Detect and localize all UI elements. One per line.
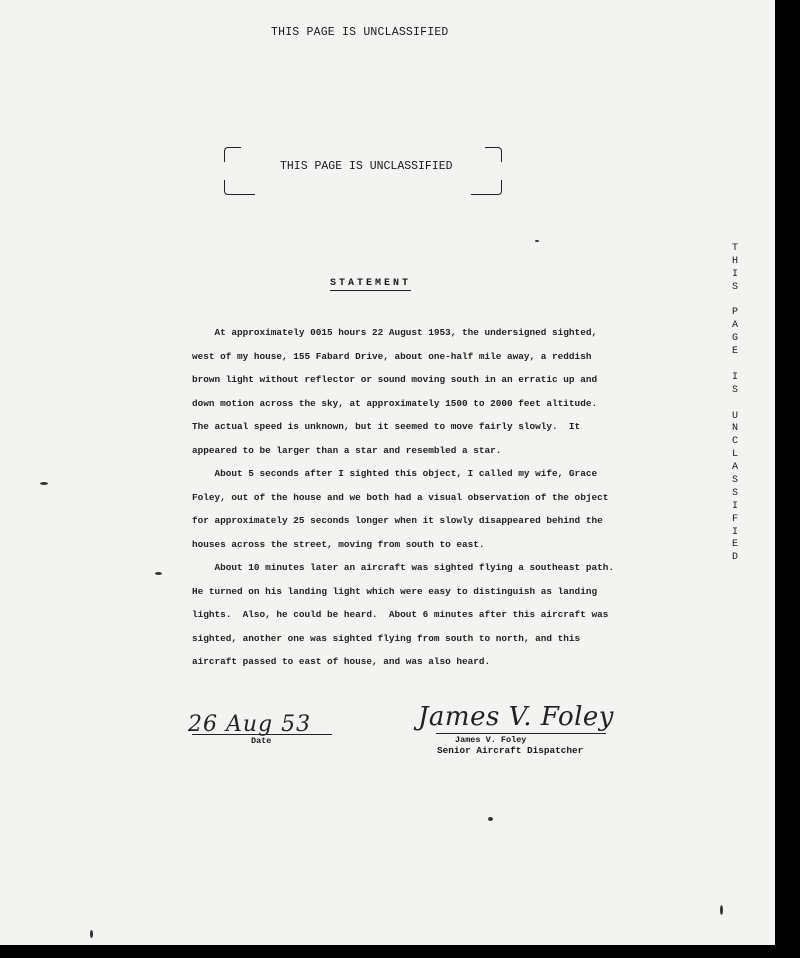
vertical-stamp-letter — [729, 359, 741, 372]
signer-title: Senior Aircraft Dispatcher — [437, 745, 584, 756]
handwritten-date: 26 Aug 53 — [188, 712, 312, 737]
vertical-stamp-letter: I — [731, 371, 738, 383]
scan-speck — [488, 817, 493, 821]
statement-line: houses across the street, moving from south to east. — [192, 538, 485, 550]
top-classification-header: THIS PAGE IS UNCLASSIFIED — [271, 26, 449, 39]
vertical-stamp-letter: F — [731, 513, 738, 525]
boxed-classification-stamp — [224, 147, 502, 195]
vertical-stamp-letter: T — [731, 243, 738, 254]
vertical-stamp-letter: L — [731, 449, 738, 461]
statement-line: lights. Also, he could be heard. About 6 minutes after this aircraft was — [192, 609, 609, 620]
vertical-stamp-letter: S — [731, 281, 738, 293]
scan-speck — [720, 905, 723, 915]
handwritten-signature: James V. Foley — [418, 702, 614, 732]
vertical-stamp-letter: P — [731, 307, 738, 319]
vertical-stamp-letter: E — [731, 346, 738, 358]
statement-title: STATEMENT — [330, 278, 412, 289]
statement-line: aircraft passed to east of house, and was also heard. — [192, 656, 491, 667]
vertical-stamp-letter: A — [731, 462, 738, 474]
boxed-classification-label: THIS PAGE IS UNCLASSIFIED — [280, 160, 453, 173]
vertical-stamp-letter: S — [731, 487, 738, 499]
statement-line: appeared to be larger than a star and resembled a star. — [192, 444, 502, 456]
vertical-stamp-letter: C — [731, 436, 738, 448]
stamp-corner — [224, 180, 255, 195]
vertical-stamp-letter — [729, 398, 741, 411]
vertical-stamp-letter: S — [731, 475, 738, 487]
vertical-stamp-letter: E — [731, 539, 738, 551]
scan-speck — [535, 240, 539, 242]
vertical-stamp-letter: I — [731, 526, 738, 538]
stamp-corner — [471, 180, 502, 195]
vertical-classification-stamp — [729, 243, 741, 565]
statement-line: Foley, out of the house and we both had a visual observation of the object — [192, 491, 609, 503]
vertical-stamp-letter: I — [731, 500, 738, 512]
vertical-stamp-letter: S — [731, 384, 738, 396]
scan-border-bottom — [0, 945, 800, 958]
vertical-stamp-letter: A — [731, 320, 738, 332]
scan-speck — [90, 930, 93, 938]
statement-line: He turned on his landing light which were easy to distinguish as landing — [192, 585, 598, 597]
statement-line: About 5 seconds after I sighted this object, I called my wife, Grace — [192, 468, 598, 479]
signer-name: James V. Foley — [455, 735, 527, 745]
statement-body — [192, 321, 612, 674]
statement-line: About 10 minutes later an aircraft was sighted flying a southeast path. — [192, 562, 614, 573]
vertical-stamp-letter: H — [731, 255, 738, 267]
scan-speck — [40, 482, 48, 485]
statement-line: brown light without reflector or sound moving south in an erratic up and — [192, 374, 598, 385]
vertical-stamp-letter: I — [731, 268, 738, 280]
scan-border-right — [775, 0, 800, 958]
statement-line: west of my house, 155 Fabard Drive, about one-half mile away, a reddish — [192, 350, 592, 362]
statement-line: The actual speed is unknown, but it seemed to move fairly slowly. It — [192, 421, 581, 432]
vertical-stamp-letter — [729, 295, 741, 308]
vertical-stamp-letter: G — [731, 333, 738, 345]
date-label: Date — [251, 736, 272, 746]
vertical-stamp-letter: N — [731, 423, 738, 435]
vertical-stamp-letter: U — [731, 410, 738, 422]
statement-line: At approximately 0015 hours 22 August 1953, the undersigned sighted, — [192, 327, 598, 338]
date-underline — [192, 734, 332, 735]
statement-line: for approximately 25 seconds longer when it slowly disappeared behind the — [192, 515, 603, 526]
scan-speck — [155, 572, 162, 575]
vertical-stamp-letter: D — [731, 552, 738, 564]
stamp-corner — [485, 147, 502, 162]
statement-line: sighted, another one was sighted flying from south to north, and this — [192, 632, 581, 644]
signature-underline — [436, 733, 606, 734]
statement-line: down motion across the sky, at approximately 1500 to 2000 feet altitude. — [192, 397, 598, 409]
stamp-corner — [224, 147, 241, 162]
